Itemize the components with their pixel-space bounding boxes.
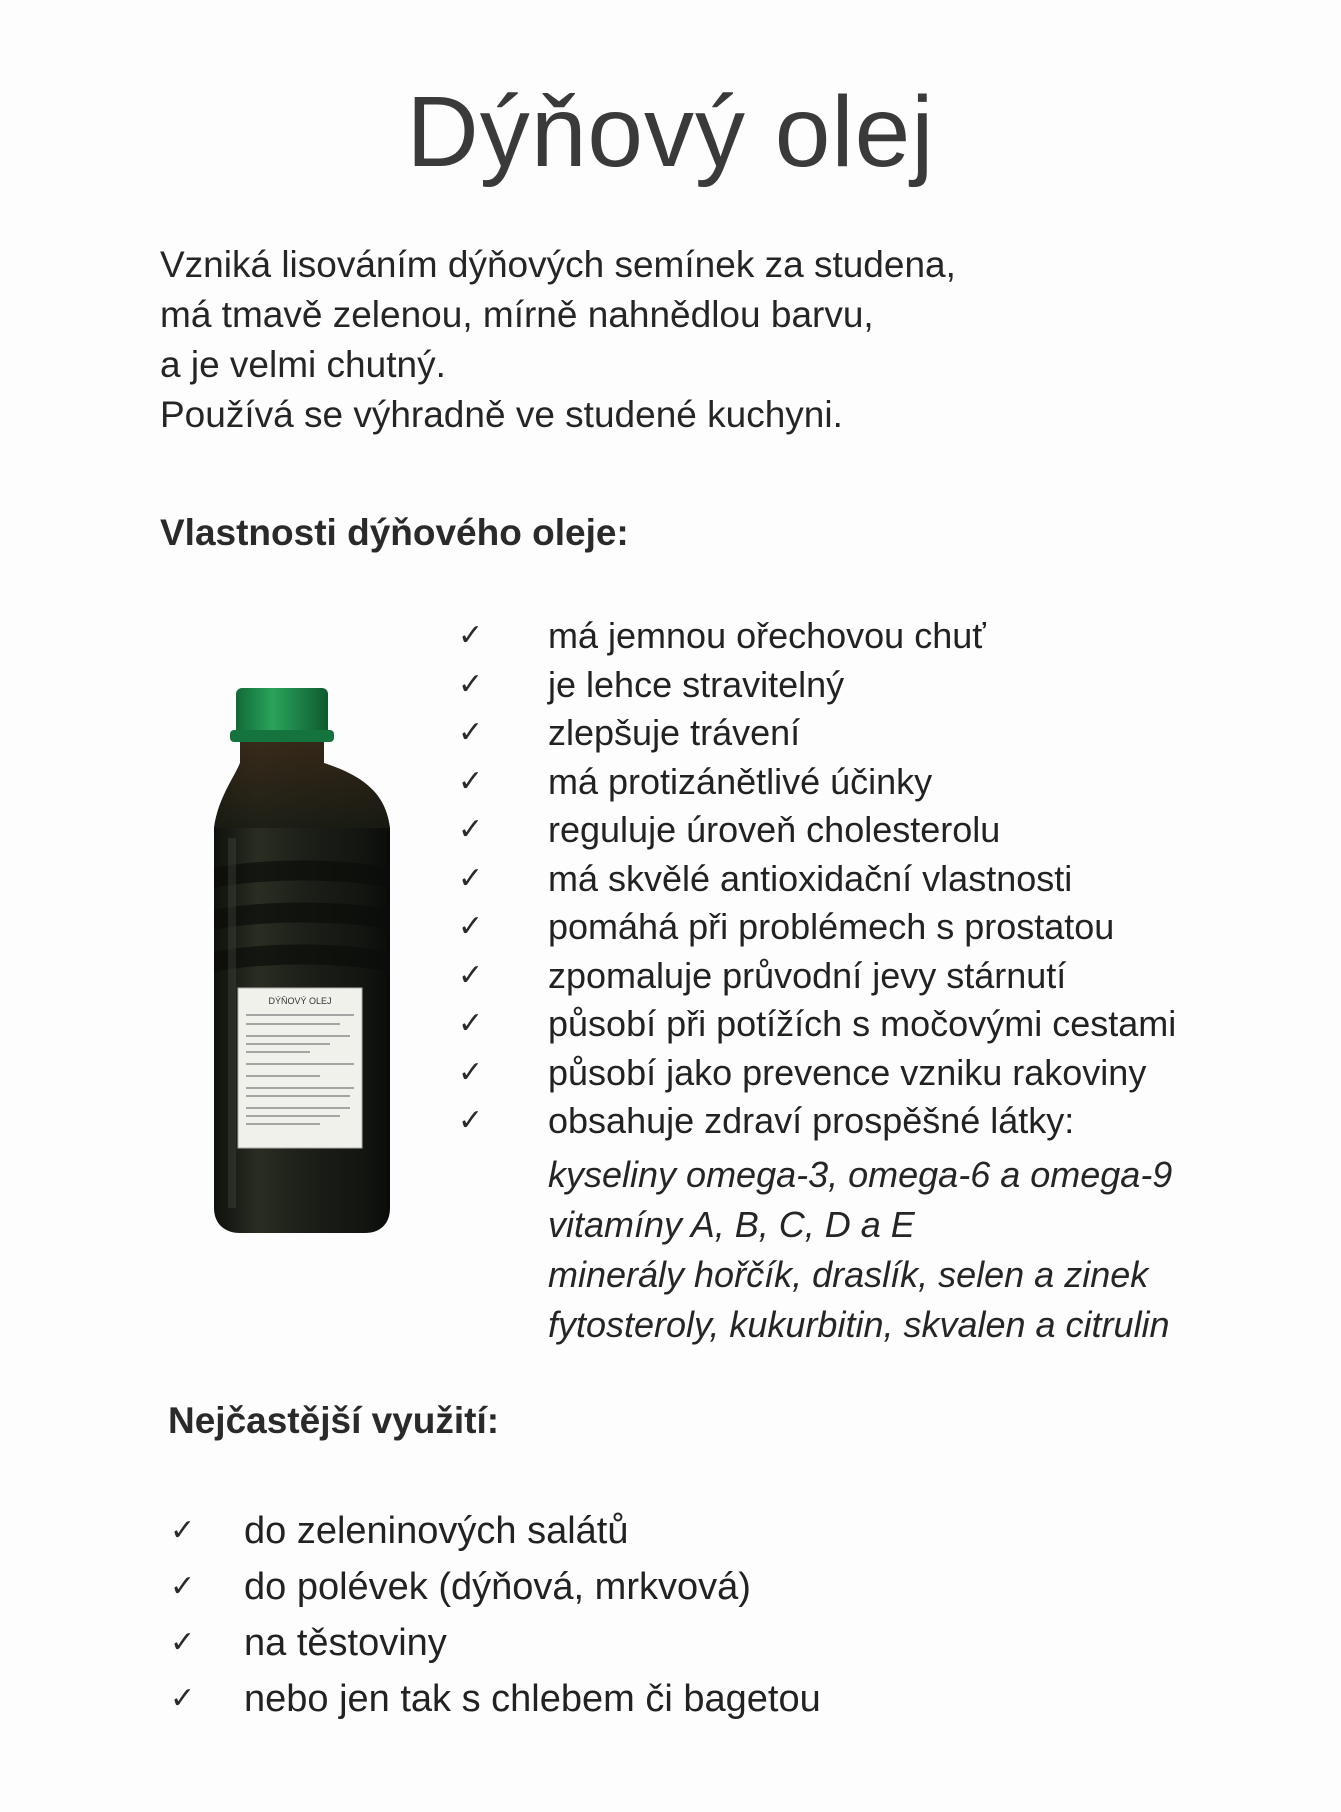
substance-line: minerály hořčík, draslík, selen a zinek [548, 1254, 1149, 1295]
list-item: ✓ má protizánětlivé účinky [458, 758, 1176, 807]
properties-list [458, 612, 1176, 1146]
checkmark-icon: ✓ [458, 618, 484, 653]
checkmark-icon: ✓ [458, 957, 484, 993]
checkmark-icon: ✓ [170, 1513, 196, 1548]
substances-list [548, 1150, 1172, 1350]
list-item: ✓ reguluje úroveň cholesterolu [458, 806, 1176, 855]
list-item: ✓ zlepšuje trávení [458, 709, 1176, 758]
svg-text:DÝŇOVÝ OLEJ: DÝŇOVÝ OLEJ [268, 996, 332, 1006]
oil-bottle-image [200, 688, 410, 1233]
intro-line: a je velmi chutný. [160, 344, 446, 385]
list-item: ✓ do polévek (dýňová, mrkvová) [170, 1559, 821, 1615]
list-item: ✓ má skvělé antioxidační vlastnosti [458, 855, 1176, 904]
list-item: ✓ působí při potížích s močovými cestami [458, 1000, 1176, 1049]
intro-line: Vzniká lisováním dýňových semínek za studena, [160, 244, 956, 285]
checkmark-icon: ✓ [170, 1569, 196, 1604]
list-item: ✓ působí jako prevence vzniku rakoviny [458, 1049, 1176, 1098]
list-item: ✓ má jemnou ořechovou chuť [458, 612, 1176, 661]
list-item: ✓ do zeleninových salátů [170, 1503, 821, 1559]
list-item: ✓ je lehce stravitelný [458, 661, 1176, 710]
checkmark-icon: ✓ [170, 1625, 196, 1660]
substance-line: kyseliny omega-3, omega-6 a omega-9 [548, 1154, 1173, 1195]
list-item: ✓ zpomaluje průvodní jevy stárnutí [458, 952, 1176, 1001]
list-item: ✓ obsahuje zdraví prospěšné látky: [458, 1097, 1176, 1146]
intro-line: Používá se výhradně ve studené kuchyni. [160, 394, 843, 435]
usage-heading: Nejčastější využití: [168, 1400, 500, 1441]
usage-list [170, 1503, 821, 1727]
substance-line: vitamíny A, B, C, D a E [548, 1204, 915, 1245]
checkmark-icon: ✓ [458, 1054, 484, 1090]
checkmark-icon: ✓ [458, 715, 484, 750]
intro-line: má tmavě zelenou, mírně nahnědlou barvu, [160, 294, 874, 335]
list-item: ✓ pomáhá při problémech s prostatou [458, 903, 1176, 952]
checkmark-icon: ✓ [458, 860, 484, 896]
list-item: ✓ nebo jen tak s chlebem či bagetou [170, 1671, 821, 1727]
checkmark-icon: ✓ [458, 1103, 484, 1138]
intro-paragraph [160, 240, 956, 440]
checkmark-icon: ✓ [458, 812, 484, 847]
list-item: ✓ na těstoviny [170, 1615, 821, 1671]
checkmark-icon: ✓ [458, 1006, 484, 1041]
properties-heading: Vlastnosti dýňového oleje: [160, 512, 629, 553]
checkmark-icon: ✓ [458, 763, 484, 799]
checkmark-icon: ✓ [170, 1681, 196, 1716]
bottle-cap [236, 688, 328, 736]
substance-line: fytosteroly, kukurbitin, skvalen a citrulin [548, 1304, 1170, 1345]
page-title: Dýňový olej [406, 76, 935, 188]
checkmark-icon: ✓ [458, 666, 484, 702]
checkmark-icon: ✓ [458, 909, 484, 944]
